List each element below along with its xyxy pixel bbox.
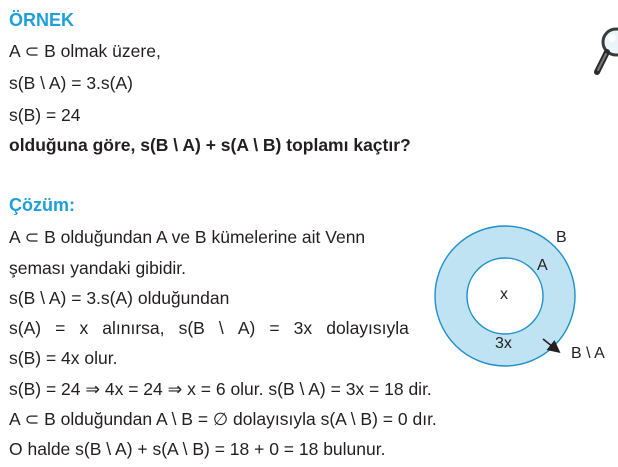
word: 3x <box>293 318 313 338</box>
example-line-3: s(B) = 24 <box>9 105 81 125</box>
example-line-2: s(B \ A) = 3.s(A) <box>9 73 133 93</box>
word: = <box>55 318 66 338</box>
magnifier-icon <box>592 26 618 80</box>
ring-value: 3x <box>495 335 512 352</box>
word: \ <box>218 318 224 338</box>
word: A) <box>237 318 256 338</box>
inner-value: x <box>500 286 508 303</box>
word: = <box>269 318 280 338</box>
solution-line-2: şeması yandaki gibidir. <box>9 258 187 278</box>
word: x <box>79 318 89 338</box>
example-question: olduğuna göre, s(B \ A) + s(A \ B) toplamı kaçtır? <box>9 135 411 155</box>
solution-line-5: s(B) = 4x olur. <box>9 348 118 368</box>
solution-line-3: s(B \ A) = 3.s(A) olduğundan <box>9 288 230 308</box>
set-a-label: A <box>537 257 548 274</box>
solution-line-6: s(B) = 24 ⇒ 4x = 24 ⇒ x = 6 olur. s(B \ A) = 3x = 18 dir. <box>9 379 432 399</box>
solution-line-8: O halde s(B \ A) + s(A \ B) = 18 + 0 = 18 bulunur. <box>9 439 386 459</box>
set-b-label: B <box>556 229 567 246</box>
word: s(A) <box>9 318 42 338</box>
solution-line-7: A ⊂ B olduğundan A \ B = ∅ dolayısıyla s(A \ B) = 0 dır. <box>9 409 437 429</box>
word: dolayısıyla <box>326 318 409 338</box>
solution-heading: Çözüm: <box>9 195 75 215</box>
difference-label: B \ A <box>571 345 605 362</box>
solution-line-1: A ⊂ B olduğundan A ve B kümelerine ait Venn <box>9 227 366 247</box>
venn-diagram <box>425 222 615 370</box>
word: s(B <box>178 318 205 338</box>
word: alınırsa, <box>102 318 165 338</box>
solution-line-4 <box>9 317 409 339</box>
example-heading: ÖRNEK <box>9 10 75 30</box>
example-line-1: A ⊂ B olmak üzere, <box>9 41 161 61</box>
